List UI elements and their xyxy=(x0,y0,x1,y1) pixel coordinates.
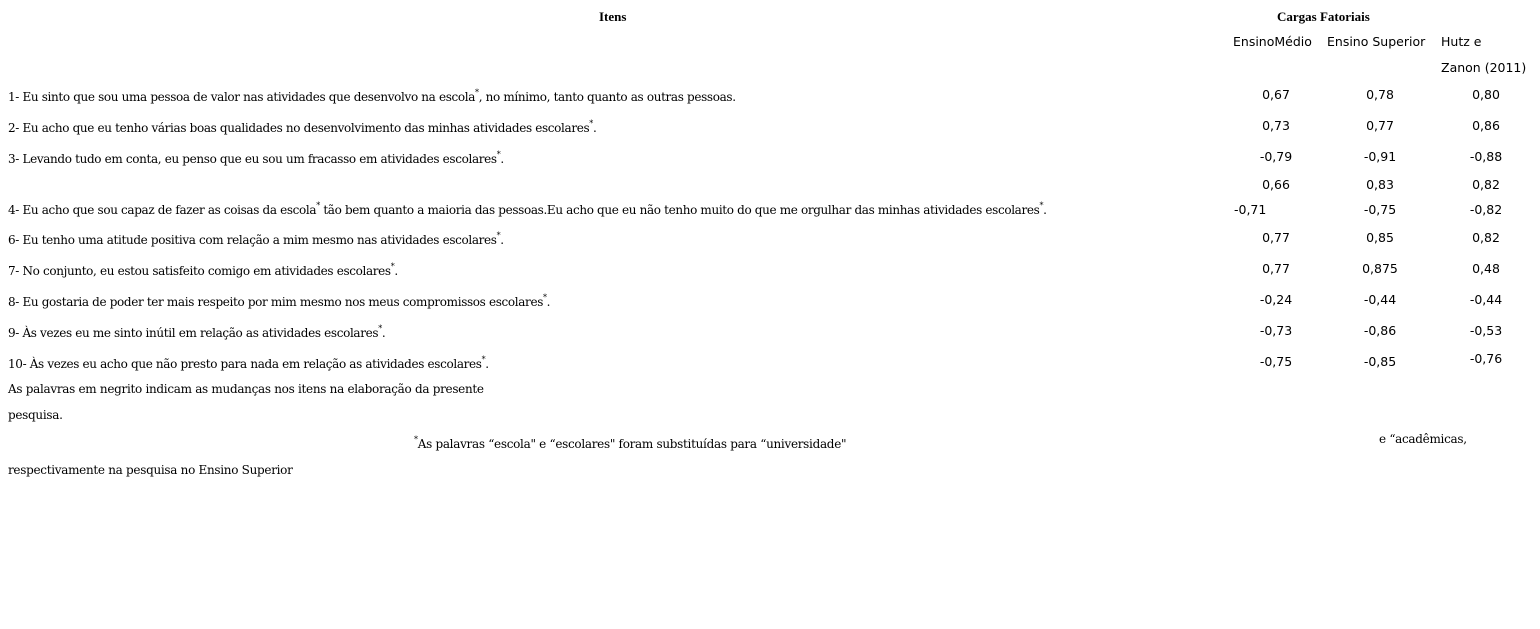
footnote: *As palavras “escola" e “escolares" foram substituídas para “universidade" xyxy=(414,435,847,451)
value-hz-3: -0,88 xyxy=(1469,149,1503,164)
value-hz-6: 0,82 xyxy=(1472,230,1500,245)
table-row-item-2: 2- Eu acho que eu tenho várias boas qualidades no desenvolvimento das minhas atividades escolares*. xyxy=(8,119,597,135)
value-hz-10: -0,76 xyxy=(1469,351,1503,366)
value-hz-1: 0,80 xyxy=(1472,87,1500,102)
table-row-item-1: 1- Eu sinto que sou uma pessoa de valor nas atividades que desenvolvo na escola*, no mínimo, tanto quanto as outras pessoas. xyxy=(8,88,736,104)
value-em-3: -0,79 xyxy=(1259,149,1293,164)
value-es-4: -0,75 xyxy=(1363,202,1397,217)
footnote-last-line: respectivamente na pesquisa no Ensino Superior xyxy=(8,463,293,477)
value-em-4: -0,71 xyxy=(1234,202,1267,217)
value-es-7: 0,875 xyxy=(1362,261,1398,276)
value-es-1: 0,78 xyxy=(1366,87,1394,102)
value-hz-4: -0,82 xyxy=(1469,202,1503,217)
value-es-2: 0,77 xyxy=(1366,118,1394,133)
loadings-header: Cargas Fatoriais xyxy=(1277,9,1370,24)
value-em-10: -0,75 xyxy=(1259,354,1293,369)
value-hz-7: 0,48 xyxy=(1472,261,1500,276)
table-row-item-10: 10- Às vezes eu acho que não presto para nada em relação as atividades escolares*. xyxy=(8,355,489,371)
table-row-item-4: 4- Eu acho que sou capaz de fazer as coisas da escola* tão bem quanto a maioria das pessoas.Eu acho que eu não tenho muito do que me orgulhar das minhas atividades escolares*. xyxy=(8,201,1047,217)
table-row-item-9: 9- Às vezes eu me sinto inútil em relação as atividades escolares*. xyxy=(8,324,386,340)
note-bold-words: As palavras em negrito indicam as mudanças nos itens na elaboração da presente xyxy=(8,382,484,396)
value-em-6: 0,77 xyxy=(1262,230,1290,245)
value-hz-8: -0,44 xyxy=(1469,292,1503,307)
col-ensino-superior: Ensino Superior xyxy=(1327,34,1426,49)
value-es-9: -0,86 xyxy=(1363,323,1397,338)
value-es-6: 0,85 xyxy=(1366,230,1394,245)
value-em-8: -0,24 xyxy=(1259,292,1293,307)
value-em-9: -0,73 xyxy=(1259,323,1293,338)
table-row-item-7: 7- No conjunto, eu estou satisfeito comigo em atividades escolares*. xyxy=(8,262,398,278)
table-row-item-8: 8- Eu gostaria de poder ter mais respeito por mim mesmo nos meus compromissos escolares*. xyxy=(8,293,551,309)
value-es-3: -0,91 xyxy=(1363,149,1397,164)
value-em-3b: 0,66 xyxy=(1262,177,1290,192)
note-bold-words-cont: pesquisa. xyxy=(8,408,63,422)
value-em-7: 0,77 xyxy=(1262,261,1290,276)
table-row-item-3: 3- Levando tudo em conta, eu penso que eu sou um fracasso em atividades escolares*. xyxy=(8,150,504,166)
col-ensino-medio: EnsinoMédio xyxy=(1233,34,1312,49)
table-row-item-6: 6- Eu tenho uma atitude positiva com relação a mim mesmo nas atividades escolares*. xyxy=(8,231,504,247)
value-em-1: 0,67 xyxy=(1262,87,1290,102)
value-es-3b: 0,83 xyxy=(1366,177,1394,192)
col-hutz-zanon-line1: Hutz e xyxy=(1441,34,1482,49)
value-hz-3b: 0,82 xyxy=(1472,177,1500,192)
value-em-2: 0,73 xyxy=(1262,118,1290,133)
col-hutz-zanon-line2: Zanon (2011) xyxy=(1441,60,1527,75)
footnote-cont: e “acadêmicas, xyxy=(1379,432,1467,446)
value-hz-2: 0,86 xyxy=(1472,118,1500,133)
value-es-8: -0,44 xyxy=(1363,292,1397,307)
items-header: Itens xyxy=(599,9,627,24)
value-hz-9: -0,53 xyxy=(1469,323,1503,338)
value-es-10: -0,85 xyxy=(1363,354,1397,369)
